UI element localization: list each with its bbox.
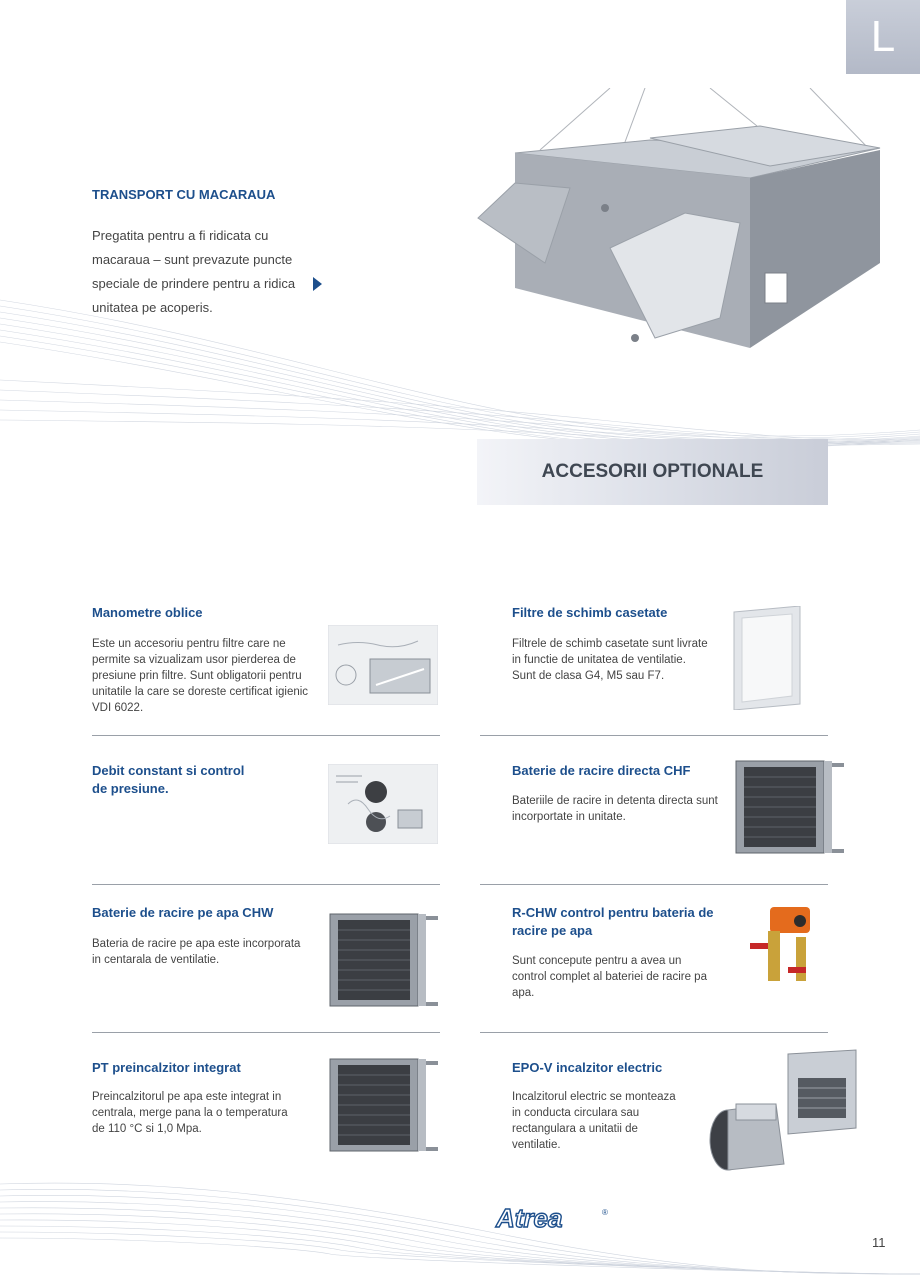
filter-image (730, 606, 804, 710)
accessory-title: EPO-V incalzitor electric (512, 1060, 663, 1075)
atrea-logo (494, 1203, 614, 1233)
accessories-banner: ACCESORII OPTIONALE (477, 439, 828, 505)
divider (480, 735, 828, 736)
page-number: 11 (872, 1235, 886, 1250)
accessory-title: PT preincalzitor integrat (92, 1060, 241, 1075)
wave-decoration-bottom (0, 1174, 920, 1284)
transport-title: TRANSPORT CU MACARAUA (92, 187, 276, 202)
coil-image (328, 910, 440, 1010)
manometer-image (328, 625, 438, 705)
accessory-text: Filtrele de schimb casetate sunt livrate in functie de unitatea de ventilatie. Sunt de clasa G4, M5 sau F7. (512, 638, 708, 682)
pressure-control-image (328, 764, 438, 844)
divider (480, 884, 828, 885)
accessory-title: Manometre oblice (92, 605, 203, 620)
accessory-title: R-CHW control pentru bateria de racire pe apa (512, 905, 714, 938)
transport-text: Pregatita pentru a fi ridicata cu macaraua – sunt prevazute puncte speciale de prindere pentru a ridica unitatea pe acoperis. (92, 228, 296, 315)
accessory-title: Baterie de racire directa CHF (512, 763, 691, 778)
section-tab: L (846, 0, 920, 74)
accessory-text: Sunt concepute pentru a avea un control complet al bateriei de racire pa apa. (512, 955, 707, 999)
divider (92, 735, 440, 736)
divider (92, 1032, 440, 1033)
electric-heater-image (706, 1048, 862, 1174)
valve-image (748, 903, 820, 985)
accessory-text: Preincalzitorul pe apa este integrat in centrala, merge pana la o temperatura de 110 °C si 1,0 Mpa. (92, 1091, 288, 1135)
arrow-right-icon (313, 277, 322, 291)
accessory-title: Debit constant si control de presiune. (92, 763, 245, 796)
accessory-title: Baterie de racire pe apa CHW (92, 905, 274, 920)
accessory-text: Este un accesoriu pentru filtre care ne permite sa vizualizam usor pierderea de presiune prin filtre. Sunt obligatorii pentru unitatile la care se doreste certificat igienic VDI 6022. (92, 638, 309, 714)
svg-text:®: ® (602, 1208, 608, 1217)
accessory-text: Bateriile de racire in detenta directa sunt incorportate in unitate. (512, 795, 718, 823)
accessory-title: Filtre de schimb casetate (512, 605, 668, 620)
rooftop-unit-image (470, 88, 900, 373)
divider (92, 884, 440, 885)
divider (480, 1032, 828, 1033)
coil-image (734, 757, 846, 857)
coil-image (328, 1055, 440, 1155)
accessory-text: Bateria de racire pe apa este incorporata in centarala de ventilatie. (92, 938, 301, 966)
svg-text:Atrea: Atrea (496, 1203, 563, 1233)
accessory-text: Incalzitorul electric se monteaza in conducta circulara sau rectangulara a unitatii de ventilatie. (512, 1091, 676, 1151)
